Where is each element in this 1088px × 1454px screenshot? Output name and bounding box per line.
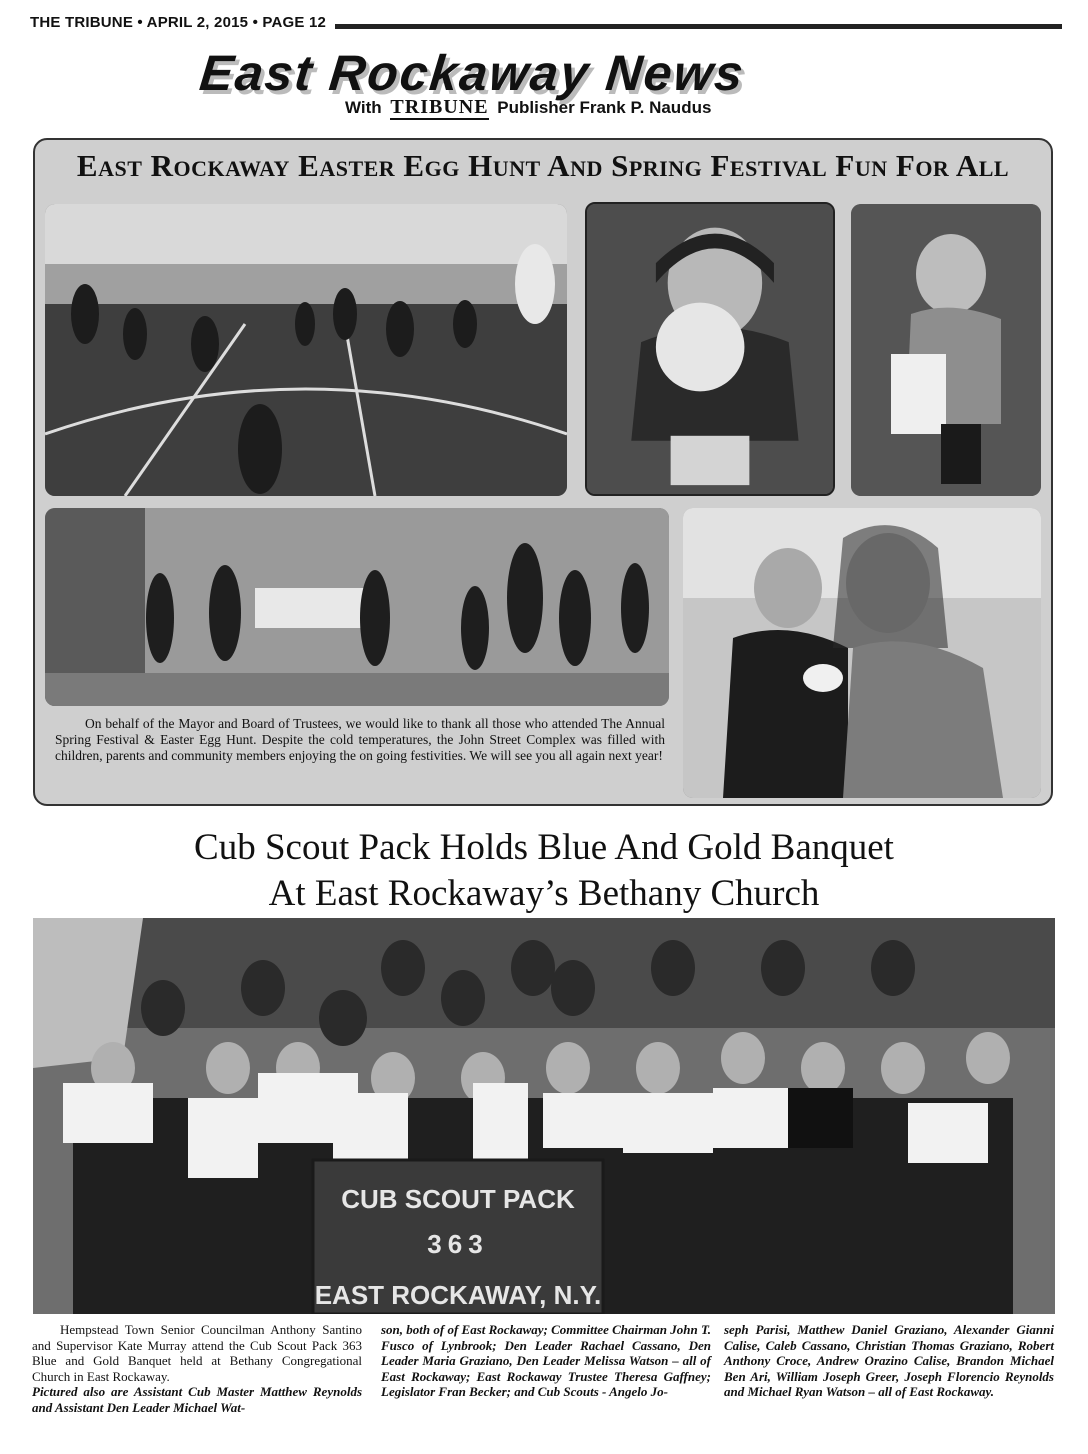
tribune-logo: TRIBUNE [390, 96, 489, 118]
scout-caption-col2: son, both of of East Rockaway; Committee Chairman John T. Fusco of Lynbrook; Den Leader Rachael Cassano, Den Leader Maria Graziano, Den Leader Melissa Watson – all of East Rockaway; East Rockaway Trustee Theresa Gaffney; Legislator Fran Becker; and Cub Scouts - Angelo Jo- [381, 1322, 711, 1399]
festival-headline: East Rockaway Easter Egg Hunt And Spring Festival Fun For All [76, 148, 1010, 183]
scout-caption-plain: Hempstead Town Senior Councilman Anthony Santino and Supervisor Kate Murray attend the Cub Scout Pack 363 Blue and Gold Banquet held at Bethany Congregational Church in East Rockaway. [32, 1322, 362, 1384]
page-header: THE TRIBUNE • APRIL 2, 2015 • PAGE 12 [30, 14, 327, 31]
masthead [0, 36, 1088, 126]
photo-egg-hunt-court [45, 204, 567, 496]
masthead-with: With [345, 98, 382, 117]
photo-toddler-balloon [585, 202, 835, 496]
scout-caption-italic: Pictured also are Assistant Cub Master Matthew Reynolds and Assistant Den Leader Michael Wat- [32, 1384, 362, 1415]
festival-feature-box [33, 138, 1053, 806]
banner-line1: CUB SCOUT PACK [341, 1184, 575, 1214]
scout-caption-col1 [32, 1322, 362, 1415]
photo-toddler-basket [851, 204, 1041, 496]
scout-caption-col3: seph Parisi, Matthew Daniel Graziano, Alexander Gianni Calise, Caleb Cassano, Christian Thomas Graziano, Robert Anthony Croce, Andrew Orazino Calise, Brandon Michael Ben Ari, William Joseph Greer, Joseph Florencio Reynolds and Michael Ryan Watson – all of East Rockaway. [724, 1322, 1054, 1399]
photo-kids-dancing [45, 508, 669, 706]
masthead-subtitle [345, 96, 711, 119]
scout-headline-line2: At East Rockaway’s Bethany Church [268, 873, 820, 914]
header-rule [335, 24, 1062, 29]
masthead-publisher: Publisher Frank P. Naudus [497, 98, 712, 117]
banner-line2: 363 [427, 1229, 489, 1259]
scout-headline [0, 825, 1088, 917]
festival-caption: On behalf of the Mayor and Board of Trustees, we would like to thank all those who attended The Annual Spring Festival & Easter Egg Hunt. Despite the cold temperatures, the John Street Complex was filled with children, parents and community members enjoying the on going festivities. We will see you all again next year! [55, 716, 665, 763]
scout-headline-line1: Cub Scout Pack Holds Blue And Gold Banquet [194, 827, 894, 868]
photo-cub-scout-banquet [33, 918, 1055, 1314]
banner-line3: EAST ROCKAWAY, N.Y. [314, 1280, 602, 1310]
masthead-title: East Rockaway News [197, 45, 748, 101]
photo-boy-and-woman [683, 508, 1041, 798]
